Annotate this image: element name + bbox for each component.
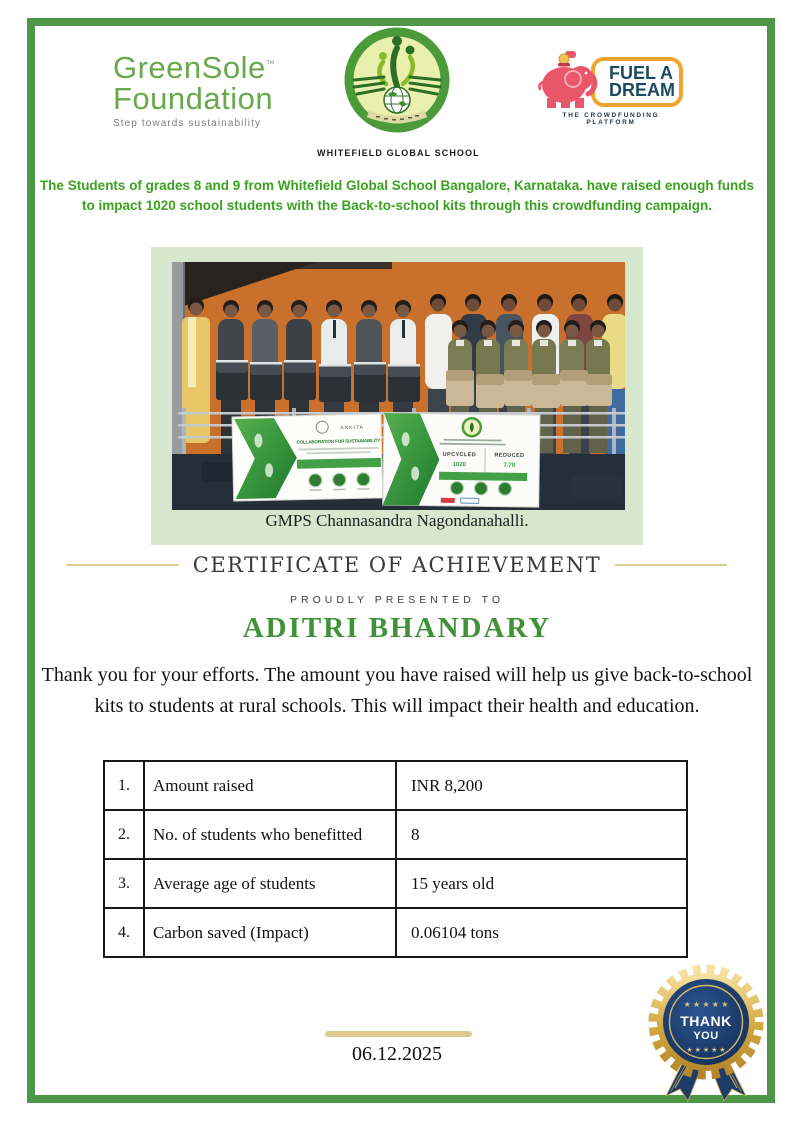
photo-caption: GMPS Channasandra Nagondanahalli. — [265, 511, 529, 530]
svg-text:UPCYCLED: UPCYCLED — [442, 451, 477, 459]
trademark-symbol: ™ — [265, 58, 276, 69]
left-gold-rule — [67, 564, 179, 566]
certificate-heading: CERTIFICATE OF ACHIEVEMENT — [192, 553, 602, 577]
school-logo — [317, 26, 480, 158]
date-gold-rule — [325, 1031, 472, 1037]
certificate-date: 06.12.2025 — [352, 1043, 442, 1065]
banner-right — [383, 413, 540, 507]
fueladream-tagline: THE CROWDFUNDING PLATFORM — [562, 112, 660, 126]
group-photo-illustration — [172, 262, 625, 510]
right-gold-rule — [615, 564, 727, 566]
svg-text:YOU: YOU — [693, 1030, 719, 1042]
school-crest-icon — [340, 26, 454, 140]
svg-text:★ ★ ★ ★ ★: ★ ★ ★ ★ ★ — [686, 1047, 726, 1054]
certificate-heading-row — [0, 553, 794, 577]
greensole-foundation-wordmark: Foundation — [113, 81, 274, 116]
thank-you-badge-icon — [644, 960, 768, 1102]
row-label: Average age of students — [144, 859, 396, 908]
school-name-label: WHITEFIELD GLOBAL SCHOOL — [317, 148, 480, 158]
table-row — [104, 908, 687, 957]
svg-text:ANKITA: ANKITA — [340, 424, 364, 432]
svg-text:THANK: THANK — [680, 1013, 732, 1029]
row-value: 8 — [396, 810, 687, 859]
fueladream-word1: FUEL A — [609, 62, 674, 83]
group-photo — [172, 262, 625, 510]
row-number: 4. — [104, 908, 144, 957]
greensole-wordmark: GreenSole — [113, 50, 266, 85]
row-value: 0.06104 tons — [396, 908, 687, 957]
row-value: 15 years old — [396, 859, 687, 908]
table-row — [104, 810, 687, 859]
row-label: No. of students who benefitted — [144, 810, 396, 859]
row-number: 3. — [104, 859, 144, 908]
impact-table — [103, 760, 688, 958]
intro-statement: The Students of grades 8 and 9 from Whitefield Global School Bangalore, Karnataka. have raised enough funds to impact 1020 school students with the Back-to-school kits through this crowdfunding campaign. — [39, 178, 755, 214]
greensole-logo — [113, 52, 275, 129]
svg-text:COLLABORATION FOR SUSTAINABILI: COLLABORATION FOR SUSTAINABILITY — [296, 437, 381, 445]
svg-text:7.78: 7.78 — [503, 462, 516, 469]
svg-text:REDUCED: REDUCED — [494, 452, 525, 459]
greensole-tagline: Step towards sustainability — [113, 118, 262, 129]
presented-to-label: PROUDLY PRESENTED TO — [289, 594, 504, 606]
thank-you-message: Thank you for your efforts. The amount you have raised will help us give back-to-school kits to students at rural schools. This will impact their health and education. — [41, 664, 753, 717]
svg-text:★ ★ ★ ★ ★: ★ ★ ★ ★ ★ — [683, 1000, 729, 1009]
thank-you-badge — [644, 960, 768, 1107]
row-number: 2. — [104, 810, 144, 859]
svg-text:1020: 1020 — [452, 461, 467, 469]
recipient-name: ADITRI BHANDARY — [242, 612, 552, 644]
row-label: Amount raised — [144, 761, 396, 810]
fueladream-word2: DREAM — [609, 80, 675, 100]
elephant-piggybank-icon — [536, 48, 598, 110]
banner-left — [232, 414, 383, 501]
photo-panel — [151, 247, 643, 545]
fueladream-frame — [591, 57, 683, 107]
table-row — [104, 761, 687, 810]
row-number: 1. — [104, 761, 144, 810]
row-label: Carbon saved (Impact) — [144, 908, 396, 957]
table-row — [104, 859, 687, 908]
row-value: INR 8,200 — [396, 761, 687, 810]
